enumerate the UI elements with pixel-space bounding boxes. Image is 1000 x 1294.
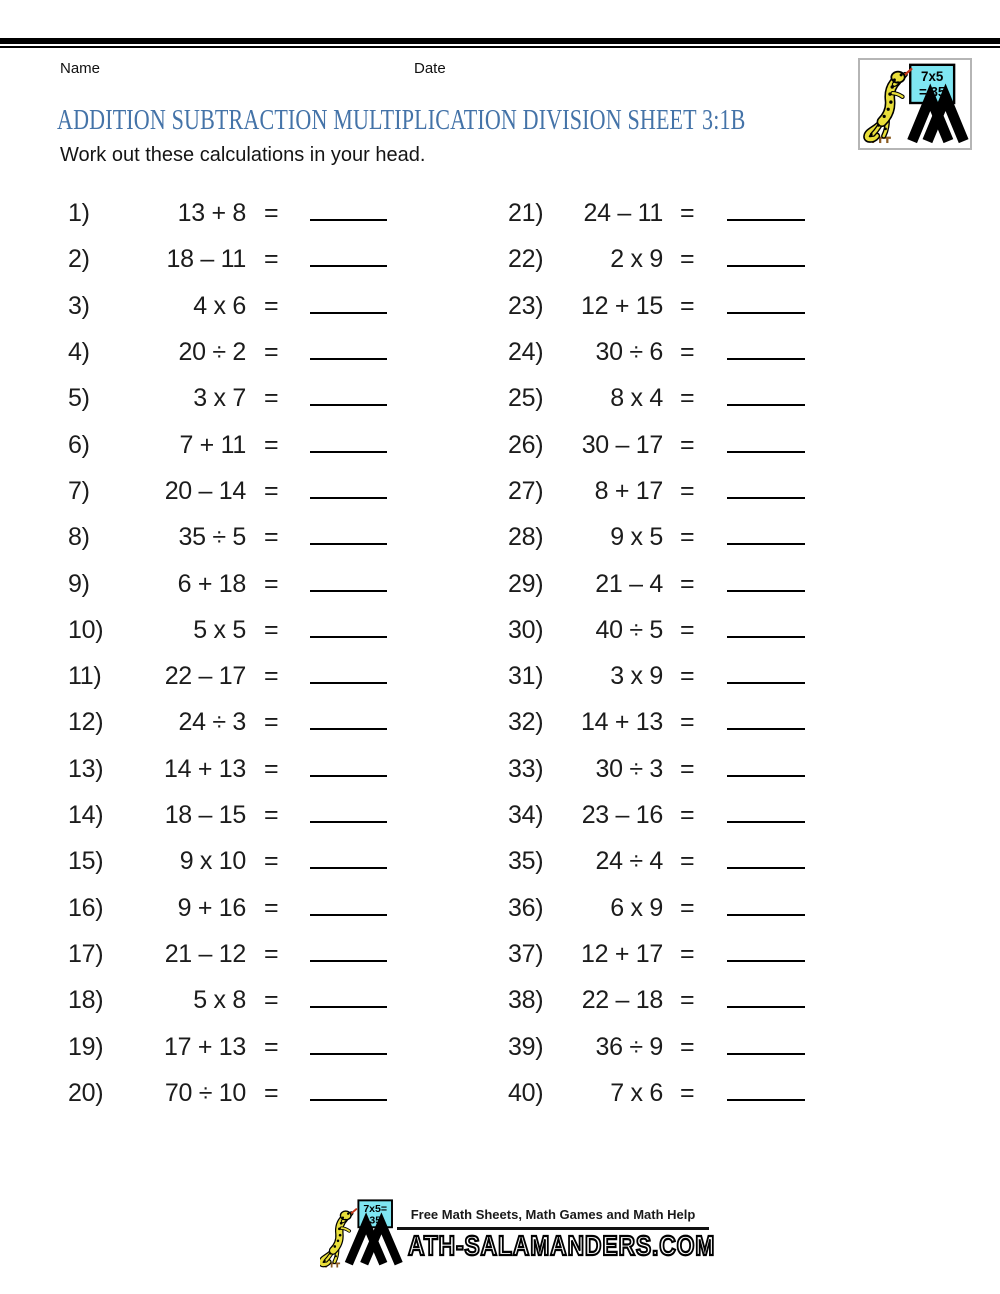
answer-blank[interactable] — [727, 514, 805, 545]
problem-number: 23) — [508, 291, 544, 320]
problem-number: 21) — [508, 199, 544, 227]
problem-expression: 9 x 5 — [610, 523, 663, 552]
problem-number: 20) — [68, 1078, 104, 1107]
problem-row — [68, 329, 398, 375]
answer-blank[interactable] — [727, 422, 805, 453]
problem-expression: 30 ÷ 3 — [595, 754, 663, 783]
answer-blank[interactable] — [727, 561, 805, 592]
equals-sign: = — [264, 523, 279, 552]
problem-expression: 9 x 10 — [179, 847, 246, 876]
problem-row — [508, 1070, 818, 1116]
problem-number: 38) — [508, 986, 544, 1015]
problems-column-right — [508, 190, 818, 1116]
problem-expression: 3 x 9 — [610, 662, 663, 691]
problems-column-left — [68, 190, 398, 1116]
problem-row — [508, 977, 818, 1023]
problem-number: 40) — [508, 1078, 544, 1107]
problem-number: 9) — [68, 569, 90, 598]
equals-sign: = — [264, 337, 279, 366]
equals-sign: = — [680, 430, 695, 459]
problem-number: 13) — [68, 754, 104, 783]
page-title: ADDITION SUBTRACTION MULTIPLICATION DIVISION SHEET 3:1B — [57, 104, 746, 136]
equals-sign: = — [680, 1032, 695, 1061]
problem-number: 22) — [508, 245, 544, 274]
problem-expression: 12 + 17 — [580, 940, 663, 968]
problem-row — [68, 838, 398, 884]
problem-row — [68, 1070, 398, 1116]
problem-expression: 18 – 11 — [166, 245, 246, 274]
problem-expression: 30 – 17 — [581, 430, 663, 459]
equals-sign: = — [680, 569, 695, 598]
answer-blank[interactable] — [727, 699, 805, 730]
equals-sign: = — [264, 569, 279, 598]
problem-number: 3) — [68, 291, 90, 320]
answer-blank[interactable] — [727, 838, 805, 869]
problem-number: 24) — [508, 337, 544, 366]
problem-number: 34) — [508, 801, 544, 830]
problem-row — [68, 699, 398, 745]
problem-expression: 5 x 5 — [193, 615, 246, 644]
problem-number: 37) — [508, 940, 544, 968]
problem-expression: 24 ÷ 4 — [595, 847, 663, 876]
math-salamanders-corner-logo — [858, 58, 972, 150]
problem-row — [68, 514, 398, 560]
answer-blank[interactable] — [727, 1070, 805, 1101]
problem-expression: 8 x 4 — [610, 384, 663, 413]
equals-sign: = — [264, 615, 279, 644]
problem-number: 32) — [508, 708, 544, 737]
problem-expression: 40 ÷ 5 — [595, 615, 663, 644]
problem-row — [68, 931, 398, 977]
problem-row — [508, 792, 818, 838]
problem-expression: 8 + 17 — [594, 476, 663, 505]
equals-sign: = — [264, 476, 279, 505]
answer-blank[interactable] — [310, 977, 387, 1008]
problem-number: 28) — [508, 523, 544, 552]
answer-blank[interactable] — [727, 1024, 805, 1055]
date-label: Date — [414, 60, 446, 77]
equals-sign: = — [264, 986, 279, 1015]
answer-blank[interactable] — [310, 699, 387, 730]
problem-row — [68, 746, 398, 792]
problem-expression: 18 – 15 — [164, 801, 246, 830]
problem-number: 30) — [508, 615, 544, 644]
answer-blank[interactable] — [727, 607, 805, 638]
problem-number: 11) — [68, 662, 102, 691]
answer-blank[interactable] — [727, 653, 805, 684]
problem-expression: 13 + 8 — [177, 199, 246, 227]
equals-sign: = — [680, 523, 695, 552]
problem-row — [508, 885, 818, 931]
equals-sign: = — [264, 754, 279, 783]
instruction-text: Work out these calculations in your head. — [60, 144, 426, 166]
answer-blank[interactable] — [310, 190, 387, 221]
problem-row — [68, 561, 398, 607]
problem-number: 16) — [68, 893, 104, 922]
problem-row — [68, 792, 398, 838]
equals-sign: = — [680, 754, 695, 783]
problem-row — [508, 838, 818, 884]
equals-sign: = — [680, 615, 695, 644]
equals-sign: = — [264, 940, 279, 968]
problem-expression: 20 – 14 — [164, 476, 246, 505]
problem-row — [508, 329, 818, 375]
chalkboard-line2: = 35 — [918, 84, 946, 100]
problem-row — [508, 375, 818, 421]
problem-number: 10) — [68, 615, 104, 644]
equals-sign: = — [264, 1078, 279, 1107]
problem-expression: 24 – 11 — [583, 199, 663, 227]
problem-number: 25) — [508, 384, 544, 413]
problem-row — [508, 514, 818, 560]
problem-number: 31) — [508, 662, 544, 691]
problem-row — [68, 977, 398, 1023]
problem-row — [508, 699, 818, 745]
problem-number: 29) — [508, 569, 544, 598]
problem-number: 12) — [68, 708, 104, 737]
problem-row — [508, 607, 818, 653]
equals-sign: = — [680, 940, 695, 968]
problem-row — [508, 561, 818, 607]
problem-number: 27) — [508, 476, 544, 505]
problem-row — [68, 375, 398, 421]
equals-sign: = — [680, 708, 695, 737]
answer-blank[interactable] — [310, 236, 387, 267]
problem-expression: 24 ÷ 3 — [178, 708, 246, 737]
footer-chalkboard-line2: 35 — [369, 1214, 382, 1227]
answer-blank[interactable] — [310, 1024, 387, 1055]
equals-sign: = — [264, 847, 279, 876]
footer-tagline: Free Math Sheets, Math Games and Math Help — [410, 1207, 696, 1222]
problem-expression: 21 – 12 — [164, 940, 246, 968]
footer-wordmark: ATH-SALAMANDERS.COM — [408, 1230, 716, 1261]
answer-blank[interactable] — [727, 746, 805, 777]
answer-blank[interactable] — [727, 977, 805, 1008]
footer-m-logo-icon — [349, 1223, 399, 1263]
problem-number: 19) — [68, 1032, 104, 1061]
answer-blank[interactable] — [727, 190, 805, 221]
problem-row — [508, 283, 818, 329]
problem-number: 8) — [68, 523, 90, 552]
equals-sign: = — [680, 199, 695, 227]
answer-blank[interactable] — [310, 746, 387, 777]
answer-blank[interactable] — [727, 792, 805, 823]
equals-sign: = — [264, 662, 279, 691]
problem-number: 35) — [508, 847, 544, 876]
problem-number: 4) — [68, 337, 90, 366]
problem-expression: 7 x 6 — [610, 1078, 663, 1107]
problem-row — [508, 1024, 818, 1070]
problem-row — [508, 746, 818, 792]
problem-number: 17) — [68, 940, 104, 968]
answer-blank[interactable] — [727, 236, 805, 267]
problem-row — [68, 1024, 398, 1070]
problem-row — [508, 236, 818, 282]
problem-expression: 6 + 18 — [177, 569, 246, 598]
problem-row — [68, 885, 398, 931]
answer-blank[interactable] — [727, 885, 805, 916]
equals-sign: = — [264, 245, 279, 274]
equals-sign: = — [680, 847, 695, 876]
problem-row — [68, 653, 398, 699]
equals-sign: = — [264, 430, 279, 459]
problem-expression: 5 x 8 — [193, 986, 246, 1015]
problem-row — [68, 283, 398, 329]
problem-number: 2) — [68, 245, 90, 274]
problem-expression: 22 – 17 — [164, 662, 246, 691]
problem-number: 26) — [508, 430, 544, 459]
problem-row — [68, 422, 398, 468]
answer-blank[interactable] — [310, 792, 387, 823]
chalkboard-line1: 7x5 — [921, 69, 944, 85]
answer-blank[interactable] — [310, 653, 387, 684]
answer-blank[interactable] — [310, 422, 387, 453]
answer-blank[interactable] — [727, 931, 805, 962]
footer-chalkboard-line1: 7x5= — [363, 1202, 388, 1215]
problem-expression: 20 ÷ 2 — [178, 337, 246, 366]
problem-number: 18) — [68, 986, 104, 1015]
problem-number: 15) — [68, 847, 104, 876]
problem-expression: 9 + 16 — [177, 893, 246, 922]
problem-row — [68, 607, 398, 653]
problem-expression: 23 – 16 — [581, 801, 663, 830]
problem-number: 7) — [68, 476, 90, 505]
answer-blank[interactable] — [310, 931, 387, 962]
problem-expression: 22 – 18 — [581, 986, 663, 1015]
equals-sign: = — [264, 801, 279, 830]
problem-expression: 17 + 13 — [163, 1032, 246, 1061]
answer-blank[interactable] — [727, 375, 805, 406]
answer-blank[interactable] — [727, 329, 805, 360]
answer-blank[interactable] — [310, 561, 387, 592]
problem-expression: 6 x 9 — [610, 893, 663, 922]
answer-blank[interactable] — [310, 1070, 387, 1101]
problem-expression: 3 x 7 — [193, 384, 246, 413]
equals-sign: = — [680, 986, 695, 1015]
problem-row — [508, 422, 818, 468]
answer-blank[interactable] — [310, 329, 387, 360]
problem-expression: 2 x 9 — [610, 245, 663, 274]
name-label: Name — [60, 60, 101, 77]
equals-sign: = — [264, 1032, 279, 1061]
problem-number: 14) — [68, 801, 104, 830]
equals-sign: = — [680, 291, 695, 320]
top-rule-thin — [0, 46, 1000, 48]
problem-number: 33) — [508, 754, 544, 783]
equals-sign: = — [680, 893, 695, 922]
problem-expression: 12 + 15 — [580, 291, 663, 320]
answer-blank[interactable] — [727, 468, 805, 499]
equals-sign: = — [680, 337, 695, 366]
answer-blank[interactable] — [310, 468, 387, 499]
answer-blank[interactable] — [310, 885, 387, 916]
equals-sign: = — [680, 476, 695, 505]
equals-sign: = — [264, 384, 279, 413]
answer-blank[interactable] — [727, 283, 805, 314]
problem-row — [508, 653, 818, 699]
problem-expression: 35 ÷ 5 — [178, 523, 246, 552]
answer-blank[interactable] — [310, 838, 387, 869]
problem-expression: 21 – 4 — [595, 569, 663, 598]
answer-blank[interactable] — [310, 375, 387, 406]
problem-expression: 14 + 13 — [580, 708, 663, 737]
problem-expression: 4 x 6 — [193, 291, 246, 320]
problem-row — [508, 468, 818, 514]
problem-row — [508, 190, 818, 236]
equals-sign: = — [264, 199, 279, 227]
equals-sign: = — [680, 384, 695, 413]
problem-row — [68, 468, 398, 514]
equals-sign: = — [680, 245, 695, 274]
problem-number: 5) — [68, 384, 90, 413]
equals-sign: = — [264, 893, 279, 922]
answer-blank[interactable] — [310, 283, 387, 314]
problem-expression: 14 + 13 — [163, 754, 246, 783]
equals-sign: = — [264, 291, 279, 320]
equals-sign: = — [680, 1078, 695, 1107]
salamander-icon — [867, 69, 912, 143]
problem-expression: 36 ÷ 9 — [595, 1032, 663, 1061]
answer-blank[interactable] — [310, 514, 387, 545]
problem-row — [508, 931, 818, 977]
salamander-logo-icon — [861, 61, 969, 145]
top-rule-thick — [0, 38, 1000, 44]
equals-sign: = — [264, 708, 279, 737]
problem-row — [68, 190, 398, 236]
equals-sign: = — [680, 662, 695, 691]
problem-expression: 70 ÷ 10 — [164, 1078, 246, 1107]
equals-sign: = — [680, 801, 695, 830]
problem-row — [68, 236, 398, 282]
problem-number: 39) — [508, 1032, 544, 1061]
problem-expression: 7 + 11 — [179, 430, 246, 459]
answer-blank[interactable] — [310, 607, 387, 638]
problem-expression: 30 ÷ 6 — [595, 337, 663, 366]
problem-number: 36) — [508, 893, 544, 922]
problem-number: 1) — [68, 199, 90, 227]
problem-number: 6) — [68, 430, 90, 459]
